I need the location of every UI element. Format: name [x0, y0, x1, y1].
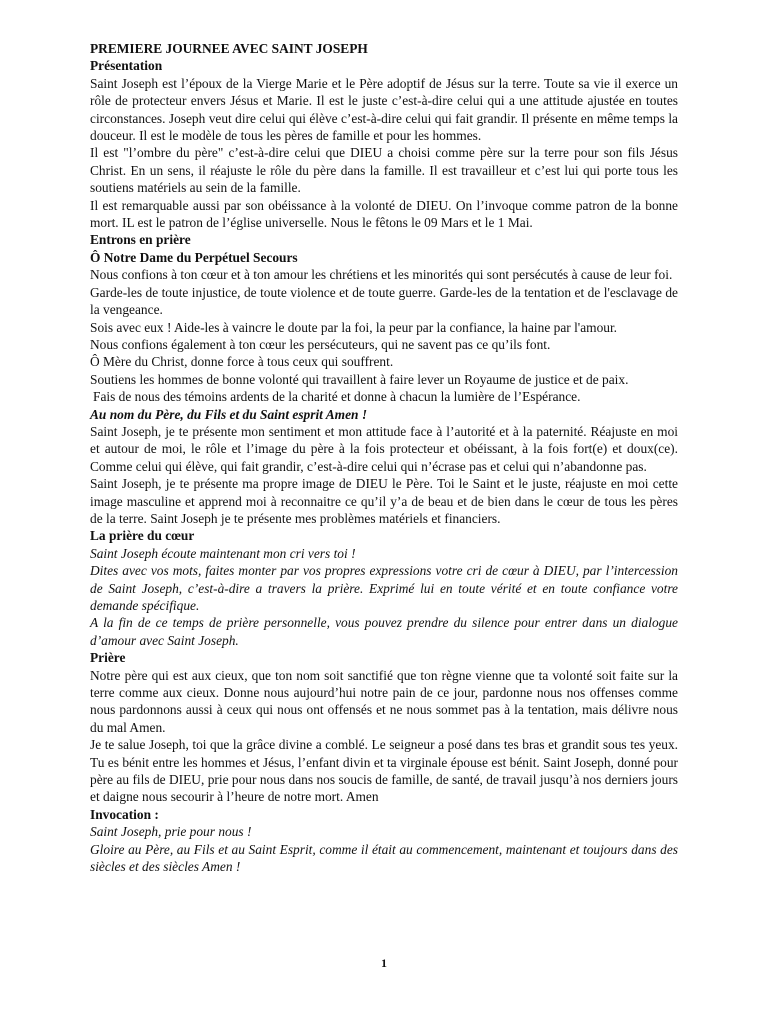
paragraph: Ô Mère du Christ, donne force à tous ceux qui souffrent.: [90, 354, 394, 370]
bold-italic-line: Au nom du Père, du Fils et du Saint esprit Amen !: [90, 406, 368, 422]
paragraph: Il est remarquable aussi par son obéissance à la volonté de DIEU. On l’invoque comme patron de la bonne mort. IL est le patron de l’église universelle. Nous le fêtons le 09 Mars et le 1 Mai.: [90, 197, 678, 231]
section-heading: Présentation: [90, 58, 163, 74]
section-heading: Ô Notre Dame du Perpétuel Secours: [90, 249, 298, 265]
paragraph: Saint Joseph, je te présente mon sentiment et mon attitude face à l’autorité et à la paternité. Réajuste en moi et autour de moi, le rôle et l’image du père à la fois protecteur et obéissant, à la fois fort(e) et doux(ce). Comme celui qui élève, qui fait grandir, c’est-à-dire celui qui n’écrase pas et celui qui n’abandonne pas.: [90, 423, 678, 474]
section-heading: Prière: [90, 650, 126, 666]
document-sections: [90, 57, 678, 875]
section-heading: Entrons en prière: [90, 232, 191, 248]
section-heading: Invocation :: [90, 806, 159, 822]
paragraph: Nous confions à ton cœur et à ton amour les chrétiens et les minorités qui sont persécutés à cause de leur foi.: [90, 267, 673, 283]
italic-paragraph: Gloire au Père, au Fils et au Saint Esprit, comme il était au commencement, maintenant et toujours dans des siècles et des siècles Amen !: [90, 841, 678, 875]
paragraph: Saint Joseph, je te présente ma propre image de DIEU le Père. Toi le Saint et le juste, réajuste en moi cette image masculine et apprend moi à reconnaitre ce qu’il y’a de beau et de bien dans le cœur de tous les pères de la terre. Saint Joseph je te présente mes problèmes matériels et financiers.: [90, 476, 678, 526]
paragraph: Sois avec eux ! Aide-les à vaincre le doute par la foi, la peur par la confiance, la haine par l'amour.: [90, 319, 618, 335]
document-title: PREMIERE JOURNEE AVEC SAINT JOSEPH: [90, 41, 368, 56]
document-content: [90, 40, 678, 876]
italic-paragraph: Saint Joseph, prie pour nous !: [90, 824, 252, 840]
italic-paragraph: A la fin de ce temps de prière personnelle, vous pouvez prendre du silence pour entrer dans un dialogue d’amour avec Saint Joseph.: [90, 615, 678, 648]
italic-paragraph: Dites avec vos mots, faites monter par vos propres expressions votre cri de cœur à DIEU, par l’intercession de Saint Joseph, c’est-à-dire a travers la prière. Exprimé lui en toute vérité et en toute confiance votre demande spécifique.: [90, 563, 678, 613]
italic-paragraph: Saint Joseph écoute maintenant mon cri vers toi !: [90, 545, 356, 561]
paragraph: Je te salue Joseph, toi que la grâce divine a comblé. Le seigneur a posé dans tes bras et grandit sous tes yeux. Tu es bénit entre les hommes et Jésus, l’enfant divin et ta virginale épouse est bénit. Saint Joseph, donné pour père au fils de DIEU, prie pour nous dans nos soucis de famille, de santé, de travail jusqu’à nos derniers jours et daigne nous secourir à l’heure de notre mort. Amen: [90, 737, 678, 805]
paragraph: Fais de nous des témoins ardents de la charité et donne à chacun la lumière de l’Espérance.: [93, 389, 581, 405]
paragraph: Soutiens les hommes de bonne volonté qui travaillent à faire lever un Royaume de justice et de paix.: [90, 371, 629, 387]
page-number: 1: [381, 956, 387, 970]
paragraph: Garde-les de toute injustice, de toute violence et de toute guerre. Garde-les de la tentation et de l'esclavage de la vengeance.: [90, 284, 678, 318]
paragraph: Il est "l’ombre du père" c’est-à-dire celui que DIEU a choisi comme père sur la terre pour son fils Jésus Christ. En un sens, il réajuste le rôle du père dans la famille. Il est travailleur et c’est lui qui porte tous les soutiens matériels au sein de la famille.: [90, 145, 678, 196]
paragraph: Nous confions également à ton cœur les persécuteurs, qui ne savent pas ce qu’ils font.: [90, 336, 551, 352]
paragraph: Saint Joseph est l’époux de la Vierge Marie et le Père adoptif de Jésus sur la terre. Toute sa vie il exerce un rôle de protecteur envers Jésus et Marie. Il est le juste c’est-à-dire celui qui a une attitude ajustée en toutes circonstances. Joseph veut dire celui qui élève c’est-à-dire celui qui fait grandir. Il présente en même temps la douceur. Il est le modèle de tous les pères de famille et pour les hommes.: [90, 75, 678, 144]
section-heading: La prière du cœur: [90, 528, 195, 544]
paragraph: Notre père qui est aux cieux, que ton nom soit sanctifié que ton règne vienne que ta volonté soit faite sur la terre comme aux cieux. Donne nous aujourd’hui notre pain de ce jour, pardonne nous nos offenses comme nous pardonnons aussi à ceux qui nous ont offensés et ne nous sommet pas à la tentation, mais délivre nous du mal Amen.: [90, 667, 678, 735]
